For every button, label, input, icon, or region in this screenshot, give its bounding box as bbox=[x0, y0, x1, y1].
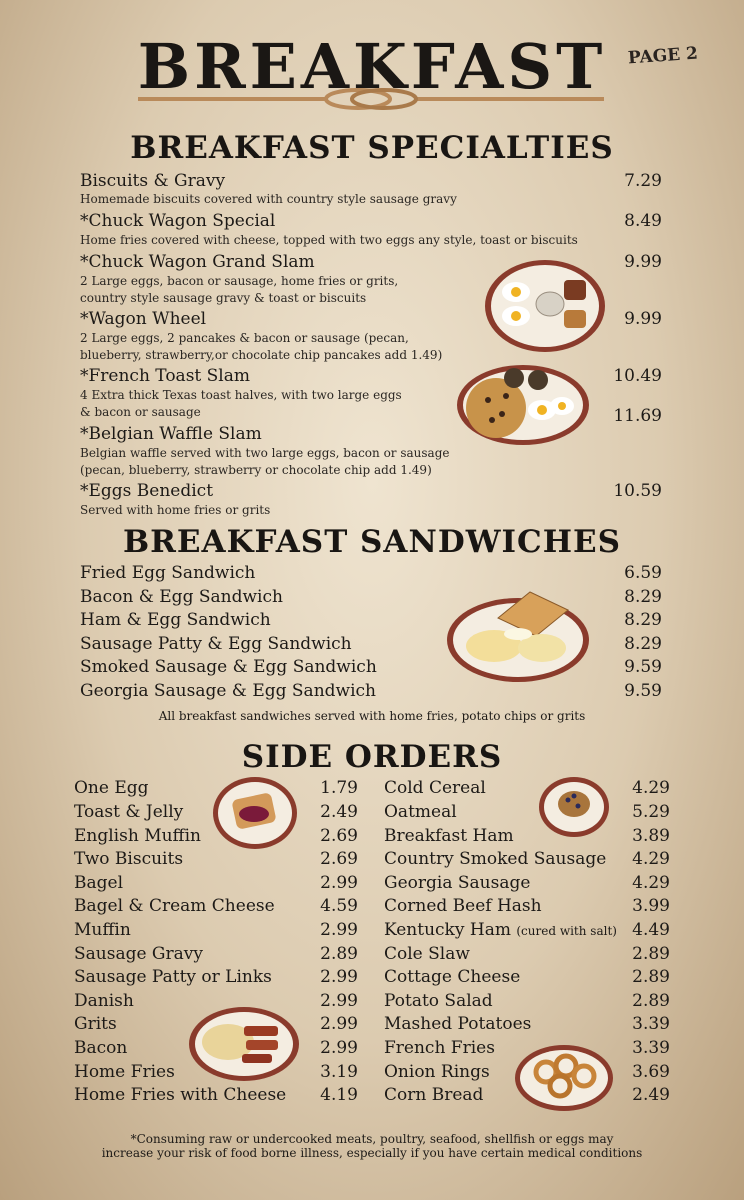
side-item-price: 3.69 bbox=[632, 1062, 670, 1082]
item-desc: Served with home fries or grits bbox=[80, 503, 271, 517]
side-item-name: Cold Cereal bbox=[384, 778, 486, 798]
item-desc: Homemade biscuits covered with country style sausage gravy bbox=[80, 192, 457, 206]
side-item-price: 2.69 bbox=[320, 849, 358, 869]
item-name: Biscuits & Gravy bbox=[80, 171, 226, 191]
item-price: 10.59 bbox=[613, 481, 662, 501]
rope-divider bbox=[138, 88, 604, 110]
side-item-name: Cole Slaw bbox=[384, 944, 470, 964]
disclaimer-line-2: increase your risk of food borne illness, especially if you have certain medical conditions bbox=[101, 1146, 643, 1160]
side-item-label: Kentucky Ham bbox=[384, 920, 511, 940]
item-desc: Home fries covered with cheese, topped with two eggs any style, toast or biscuits bbox=[80, 233, 578, 247]
side-item-note: (cured with salt) bbox=[516, 924, 617, 938]
side-item-name: Grits bbox=[74, 1014, 117, 1034]
sandwich-name: Ham & Egg Sandwich bbox=[80, 610, 271, 630]
item-name: *Belgian Waffle Slam bbox=[80, 424, 262, 444]
side-item-name: Bagel bbox=[74, 873, 124, 893]
side-item-price: 5.29 bbox=[632, 802, 670, 822]
item-desc: 4 Extra thick Texas toast halves, with two large eggs bbox=[80, 388, 402, 402]
item-name: *Chuck Wagon Special bbox=[80, 211, 276, 231]
sandwich-name: Sausage Patty & Egg Sandwich bbox=[80, 634, 352, 654]
side-item-price: 4.29 bbox=[632, 849, 670, 869]
item-price: 10.49 bbox=[613, 366, 662, 386]
side-item-price: 2.99 bbox=[320, 920, 358, 940]
side-item-name: Corned Beef Hash bbox=[384, 896, 542, 916]
side-item-price: 2.49 bbox=[320, 802, 358, 822]
sandwich-price: 6.59 bbox=[624, 563, 662, 583]
side-item-price: 2.69 bbox=[320, 826, 358, 846]
section-title-sandwiches: BREAKFAST SANDWICHES bbox=[122, 524, 622, 560]
side-item-name: Georgia Sausage bbox=[384, 873, 531, 893]
side-item-price: 4.19 bbox=[320, 1085, 358, 1105]
sandwich-name: Fried Egg Sandwich bbox=[80, 563, 256, 583]
side-item-name: Potato Salad bbox=[384, 991, 493, 1011]
side-item-price: 2.89 bbox=[320, 944, 358, 964]
item-name: *Eggs Benedict bbox=[80, 481, 214, 501]
side-item-price: 3.99 bbox=[632, 896, 670, 916]
side-item-price: 2.89 bbox=[632, 944, 670, 964]
item-desc: Belgian waffle served with two large eggs, bacon or sausage bbox=[80, 446, 450, 460]
side-item-price: 2.99 bbox=[320, 873, 358, 893]
side-item-name bbox=[384, 920, 617, 940]
french-toast-plate-image bbox=[456, 364, 590, 446]
side-item-name: Two Biscuits bbox=[74, 849, 184, 869]
sandwich-name: Bacon & Egg Sandwich bbox=[80, 587, 283, 607]
side-item-name: Oatmeal bbox=[384, 802, 457, 822]
side-item-name: Sausage Gravy bbox=[74, 944, 203, 964]
side-item-price: 2.89 bbox=[632, 967, 670, 987]
side-item-name: Cottage Cheese bbox=[384, 967, 521, 987]
side-item-name: English Muffin bbox=[74, 826, 202, 846]
side-item-price: 2.49 bbox=[632, 1085, 670, 1105]
side-item-price: 2.99 bbox=[320, 967, 358, 987]
item-name: *French Toast Slam bbox=[80, 366, 250, 386]
item-desc: blueberry, strawberry,or chocolate chip pancakes add 1.49) bbox=[80, 348, 443, 362]
sandwich-name: Smoked Sausage & Egg Sandwich bbox=[80, 657, 377, 677]
side-item-price: 2.89 bbox=[632, 991, 670, 1011]
item-name: *Chuck Wagon Grand Slam bbox=[80, 252, 315, 272]
item-price: 9.99 bbox=[624, 309, 662, 329]
sandwich-price: 8.29 bbox=[624, 634, 662, 654]
side-item-price: 2.99 bbox=[320, 1038, 358, 1058]
side-item-price: 3.89 bbox=[632, 826, 670, 846]
toast-jelly-plate-image bbox=[212, 776, 298, 850]
sandwich-name: Georgia Sausage & Egg Sandwich bbox=[80, 681, 376, 701]
side-item-price: 4.59 bbox=[320, 896, 358, 916]
item-name: *Wagon Wheel bbox=[80, 309, 207, 329]
item-price: 8.49 bbox=[624, 211, 662, 231]
sandwich-plate-image bbox=[446, 590, 590, 684]
side-item-price: 3.39 bbox=[632, 1038, 670, 1058]
side-item-name: Country Smoked Sausage bbox=[384, 849, 607, 869]
side-item-price: 4.29 bbox=[632, 873, 670, 893]
muffin-plate-image bbox=[538, 776, 610, 838]
side-item-name: Breakfast Ham bbox=[384, 826, 514, 846]
item-desc: 2 Large eggs, bacon or sausage, home fries or grits, bbox=[80, 274, 399, 288]
side-item-name: Bacon bbox=[74, 1038, 128, 1058]
item-desc: (pecan, blueberry, strawberry or chocolate chip add 1.49) bbox=[80, 463, 432, 477]
page-number-label: PAGE 2 bbox=[627, 43, 699, 69]
side-item-price: 4.29 bbox=[632, 778, 670, 798]
side-item-price: 3.39 bbox=[632, 1014, 670, 1034]
side-item-price: 2.99 bbox=[320, 991, 358, 1011]
side-item-name: Muffin bbox=[74, 920, 131, 940]
sandwich-price: 8.29 bbox=[624, 610, 662, 630]
side-item-name: Corn Bread bbox=[384, 1085, 484, 1105]
item-desc: 2 Large eggs, 2 pancakes & bacon or sausage (pecan, bbox=[80, 331, 409, 345]
section-title-specialties: BREAKFAST SPECIALTIES bbox=[130, 130, 614, 166]
sandwich-price: 9.59 bbox=[624, 657, 662, 677]
side-item-name: Home Fries bbox=[74, 1062, 175, 1082]
grand-slam-plate-image bbox=[484, 258, 606, 354]
side-item-name: Home Fries with Cheese bbox=[74, 1085, 287, 1105]
section-title-side-orders: SIDE ORDERS bbox=[241, 739, 503, 775]
sandwich-price: 9.59 bbox=[624, 681, 662, 701]
side-item-name: Bagel & Cream Cheese bbox=[74, 896, 275, 916]
side-item-name: Onion Rings bbox=[384, 1062, 490, 1082]
grits-bacon-plate-image bbox=[188, 1006, 300, 1082]
side-item-price: 4.49 bbox=[632, 920, 670, 940]
disclaimer-line-1: *Consuming raw or undercooked meats, poultry, seafood, shellfish or eggs may bbox=[130, 1132, 614, 1146]
side-item-name: Danish bbox=[74, 991, 134, 1011]
page-title: BREAKFAST bbox=[137, 30, 607, 103]
side-item-price: 2.99 bbox=[320, 1014, 358, 1034]
sandwiches-note: All breakfast sandwiches served with home fries, potato chips or grits bbox=[158, 709, 586, 723]
side-item-name: One Egg bbox=[74, 778, 149, 798]
onion-rings-plate-image bbox=[514, 1044, 614, 1112]
side-item-price: 1.79 bbox=[320, 778, 358, 798]
side-item-name: Mashed Potatoes bbox=[384, 1014, 532, 1034]
item-price: 7.29 bbox=[624, 171, 662, 191]
health-disclaimer bbox=[60, 1132, 684, 1160]
item-price: 9.99 bbox=[624, 252, 662, 272]
item-desc: & bacon or sausage bbox=[80, 405, 201, 419]
side-item-name: Toast & Jelly bbox=[74, 802, 184, 822]
side-item-price: 3.19 bbox=[320, 1062, 358, 1082]
item-price: 11.69 bbox=[613, 406, 662, 426]
item-desc: country style sausage gravy & toast or biscuits bbox=[80, 291, 367, 305]
side-item-name: French Fries bbox=[384, 1038, 495, 1058]
sandwich-price: 8.29 bbox=[624, 587, 662, 607]
side-item-name: Sausage Patty or Links bbox=[74, 967, 272, 987]
